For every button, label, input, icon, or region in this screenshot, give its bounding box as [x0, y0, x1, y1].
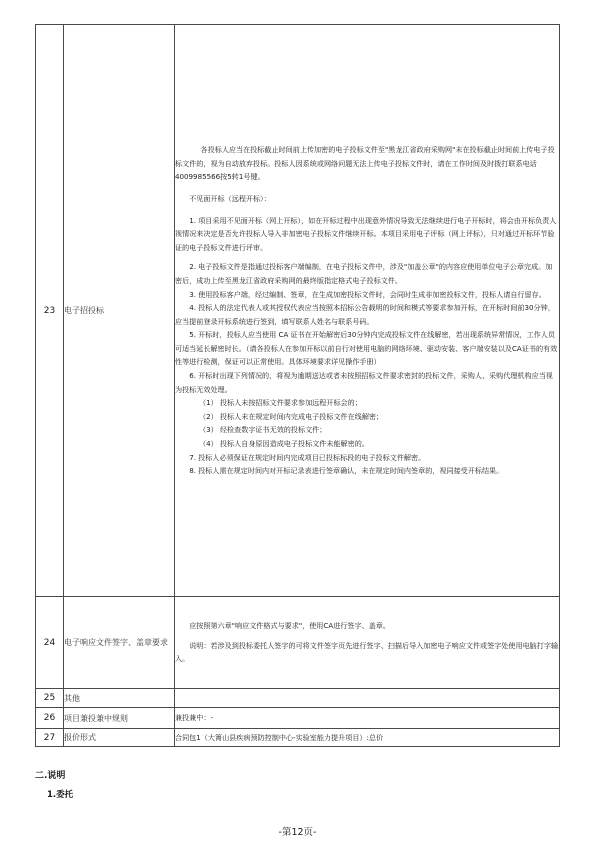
paragraph: 1. 项目采用不见面开标（网上开标），如在开标过程中出现意外情况导致无法继续进行电子开标时，将会由开标负责人视情况来决定是否允许投标人导入非加密电子投标文件继续开标。本项目采用电子评标（网上评标），只对通过开标环节验证的电子投标文件进行评审。 [175, 215, 557, 252]
section-heading: 二.说明 [35, 771, 66, 781]
paragraph: 各投标人应当在投标截止时间前上传加密的电子投标文件至"黑龙江省政府采购网"未在投标截止时间前上传电子投标文件的，视为自动放弃投标。投标人因系统或网络问题无法上传电子投标文件时，请在工作时间及时拨打联系电话4009985566按5转1号键。 [175, 145, 555, 182]
list-item: （4） 投标人自身原因造成电子投标文件未能解密的。 [199, 439, 369, 449]
paragraph: 说明：若涉及到投标委托人签字的可将文件签字页先进行签字、扫描后导入加密电子响应文件或签字处使用电脑打字输入。 [175, 640, 559, 664]
row-content [175, 689, 560, 708]
list-item: （3） 经检查数字证书无效的投标文件； [199, 425, 327, 435]
table-row [36, 729, 560, 747]
paragraph-heading: 不见面开标（远程开标）： [189, 193, 271, 203]
page-number: -第12页- [278, 827, 317, 838]
paragraph: 3. 使用投标客户端，经过编制、签章，在生成加密投标文件时，会同时生成非加密投标文件，投标人请自行留存。 [189, 289, 546, 299]
table-row [36, 708, 560, 729]
row-title: 报价形式 [64, 729, 175, 747]
paragraph: 8. 投标人需在规定时间内对开标记录表进行签章确认，未在规定时间内签章的，视同接受开标结果。 [189, 466, 504, 476]
row-content [175, 25, 560, 597]
paragraph: 6. 开标时出现下列情况的，将视为逾期送达或者未按照招标文件要求密封的投标文件，采购人、采购代理机构应当视为投标无效处理。 [175, 371, 553, 394]
row-number: 24 [36, 597, 64, 689]
row-number: 23 [36, 25, 64, 597]
subsection-heading: 1.委托 [47, 790, 74, 800]
row-title: 项目兼投兼中规则 [64, 708, 175, 729]
paragraph: 4. 投标人的法定代表人或其授权代表应当按照本招标公告载明的时间和模式等要求参加开标，在开标时间前30分钟，应当提前登录开标系统进行签到，填写联系人姓名与联系号码。 [175, 303, 555, 326]
row-content: 合同包1（大箐山县疾病预防控制中心-实验室能力提升项目）:总价 [175, 729, 560, 747]
requirements-table [35, 24, 560, 747]
paragraph: 应按照第六章"响应文件格式与要求"，使用CA进行签字、盖章。 [189, 621, 390, 631]
row-title: 其他 [64, 689, 175, 708]
row-number: 25 [36, 689, 64, 708]
row-title: 电子招投标 [64, 25, 175, 597]
paragraph: 2. 电子投标文件是指通过投标客户端编制，在电子投标文件中，涉及"加盖公章"的内容应使用单位电子公章完成。加密后，成功上传至黑龙江省政府采购网的最终版指定格式电子投标文件。 [175, 262, 553, 285]
list-item: （2） 投标人未在规定时间内完成电子投标文件在线解密； [199, 411, 384, 421]
row-number: 27 [36, 729, 64, 747]
row-title: 电子响应文件签字、盖章要求 [64, 597, 175, 689]
table-row [36, 597, 560, 689]
list-item: （1） 投标人未按招标文件要求参加远程开标会的； [199, 398, 362, 408]
paragraph: 5. 开标时，投标人应当使用 CA 证书在开始解密后30分钟内完成投标文件在线解密，若出现系统异常情况，工作人员可适当延长解密时长。（请各投标人在参加开标以前自行对使用电脑的网络环境、驱动安装、客户端安装以及CA证书的有效性等进行检测，保证可以正常使用。具体环境要求详见操作手册） [175, 330, 558, 367]
table-row [36, 689, 560, 708]
row-number: 26 [36, 708, 64, 729]
row-content [175, 597, 560, 689]
paragraph: 7. 投标人必须保证在规定时间内完成项目已投标标段的电子投标文件解密。 [189, 452, 426, 462]
row-content: 兼投兼中：- [175, 708, 560, 729]
table-row [36, 25, 560, 597]
